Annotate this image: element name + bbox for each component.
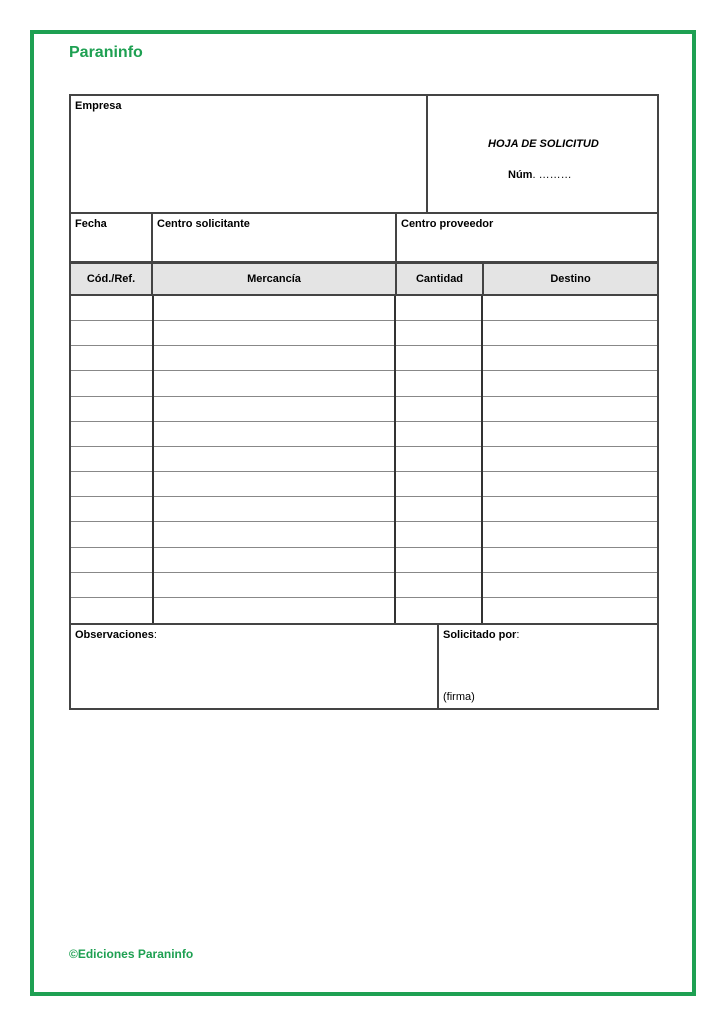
table-row (71, 397, 657, 422)
col-header-mercancia: Mercancía (151, 262, 397, 296)
table-cell[interactable] (153, 296, 395, 321)
doc-title-box (426, 94, 659, 214)
table-cell[interactable] (395, 472, 482, 497)
table-cell[interactable] (395, 548, 482, 573)
fecha-label: Fecha (75, 218, 107, 230)
table-cell[interactable] (482, 397, 657, 422)
table-cell[interactable] (153, 472, 395, 497)
table-row (71, 522, 657, 547)
col-header-cod: Cód./Ref. (69, 262, 153, 296)
table-row (71, 296, 657, 321)
table-cell[interactable] (71, 397, 153, 422)
items-table-body (69, 294, 659, 625)
table-cell[interactable] (71, 497, 153, 522)
column-divider (152, 296, 154, 623)
brand-title: Paraninfo (69, 44, 143, 61)
col-header-destino: Destino (482, 262, 659, 296)
table-cell[interactable] (395, 598, 482, 623)
fecha-field[interactable] (69, 212, 153, 263)
observaciones-label: Observaciones: (75, 629, 157, 641)
table-cell[interactable] (482, 321, 657, 346)
column-divider (394, 296, 396, 623)
table-cell[interactable] (71, 422, 153, 447)
table-cell[interactable] (482, 598, 657, 623)
num-value: . ……… (532, 169, 572, 181)
table-row (71, 346, 657, 371)
table-row (71, 548, 657, 573)
table-cell[interactable] (153, 447, 395, 472)
table-row (71, 447, 657, 472)
table-cell[interactable] (482, 447, 657, 472)
table-cell[interactable] (482, 296, 657, 321)
table-cell[interactable] (153, 346, 395, 371)
table-cell[interactable] (71, 598, 153, 623)
table-cell[interactable] (482, 573, 657, 598)
centro-proveedor-field[interactable] (395, 212, 659, 263)
table-cell[interactable] (153, 522, 395, 547)
table-cell[interactable] (482, 522, 657, 547)
empresa-label: Empresa (75, 100, 122, 112)
table-row (71, 321, 657, 346)
table-row (71, 598, 657, 623)
table-cell[interactable] (71, 371, 153, 396)
table-cell[interactable] (153, 598, 395, 623)
table-cell[interactable] (71, 573, 153, 598)
table-cell[interactable] (71, 321, 153, 346)
table-cell[interactable] (153, 573, 395, 598)
table-cell[interactable] (482, 472, 657, 497)
table-cell[interactable] (482, 422, 657, 447)
centro-solicitante-field[interactable] (151, 212, 397, 263)
table-cell[interactable] (395, 397, 482, 422)
column-divider (481, 296, 483, 623)
table-cell[interactable] (482, 346, 657, 371)
centro-proveedor-label: Centro proveedor (401, 218, 494, 230)
firma-label: (firma) (443, 691, 475, 703)
solicitado-por-field[interactable] (437, 623, 659, 710)
table-cell[interactable] (71, 346, 153, 371)
observaciones-field[interactable] (69, 623, 439, 710)
num-label: Núm. ……… (508, 169, 572, 181)
centro-solicitante-label: Centro solicitante (157, 218, 250, 230)
table-cell[interactable] (71, 522, 153, 547)
empresa-field[interactable] (69, 94, 429, 214)
table-row (71, 422, 657, 447)
footer-copyright: ©Ediciones Paraninfo (69, 947, 194, 961)
table-row (71, 573, 657, 598)
table-cell[interactable] (395, 497, 482, 522)
table-cell[interactable] (482, 371, 657, 396)
table-row (71, 472, 657, 497)
table-cell[interactable] (153, 321, 395, 346)
table-cell[interactable] (153, 497, 395, 522)
table-cell[interactable] (395, 371, 482, 396)
table-cell[interactable] (71, 447, 153, 472)
table-cell[interactable] (395, 321, 482, 346)
table-cell[interactable] (153, 371, 395, 396)
table-cell[interactable] (153, 422, 395, 447)
table-cell[interactable] (395, 447, 482, 472)
table-cell[interactable] (395, 573, 482, 598)
table-cell[interactable] (482, 497, 657, 522)
table-row (71, 371, 657, 396)
doc-title: HOJA DE SOLICITUD (488, 138, 599, 150)
table-cell[interactable] (153, 548, 395, 573)
table-row (71, 497, 657, 522)
table-cell[interactable] (153, 397, 395, 422)
solicitado-label: Solicitado por: (443, 629, 520, 641)
table-cell[interactable] (71, 472, 153, 497)
table-cell[interactable] (395, 422, 482, 447)
table-cell[interactable] (71, 548, 153, 573)
table-cell[interactable] (71, 296, 153, 321)
table-cell[interactable] (395, 346, 482, 371)
table-cell[interactable] (482, 548, 657, 573)
col-header-cantidad: Cantidad (395, 262, 484, 296)
table-cell[interactable] (395, 522, 482, 547)
table-cell[interactable] (395, 296, 482, 321)
